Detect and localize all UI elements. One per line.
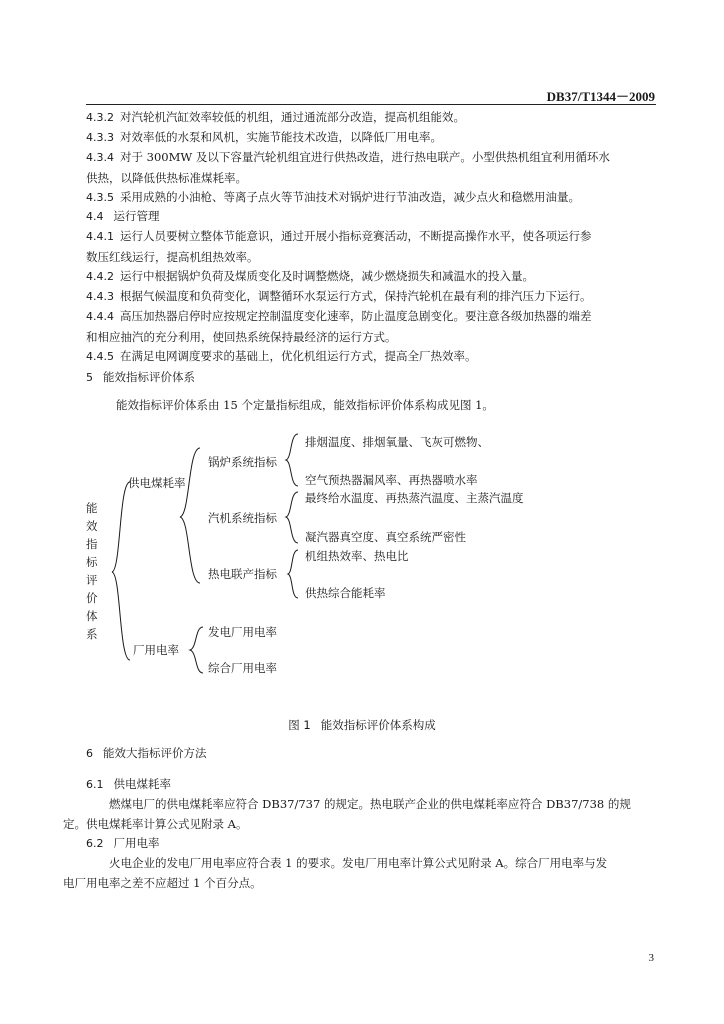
root-brace: [112, 482, 130, 660]
root-char-8: 系: [86, 627, 98, 641]
supply-brace: [180, 448, 200, 583]
page-number: 3: [648, 952, 654, 964]
clause-4-4-3: 4.4.3 根据气候温度和负荷变化，调整循环水泵运行方式，保持汽轮机在最有利的排汽压力下运行。: [86, 289, 592, 303]
clause-4-3-4: 4.3.4 对于 300MW 及以下容量汽轮机组宜进行供热改造，进行热电联产。小型供热机组宜利用循环水 供热，以降低供热标准煤耗率。: [86, 150, 610, 185]
section-6-2-text: 火电企业的发电厂用电率应符合表 1 的要求。发电厂用电率计算公式见附录 A。综合厂用电率与发 电厂用电率之差不应超过 1 个百分点。: [63, 856, 608, 890]
figure-caption: 图 1 能效指标评价体系构成: [288, 718, 436, 732]
chp-label: 热电联产指标: [208, 567, 277, 581]
clause-4-4-5: 4.4.5 在满足电网调度要求的基础上，优化机组运行方式，提高全厂热效率。: [86, 349, 477, 363]
clause-4-4-1: 4.4.1 运行人员要树立整体节能意识，通过开展小指标竞赛活动，不断提高操作水平，使各项运行参 数压红线运行，提高机组热效率。: [86, 229, 592, 264]
root-char-4: 标: [86, 555, 98, 569]
clause-4-4-2: 4.4.2 运行中根据锅炉负荷及煤质变化及时调整燃烧，减少燃烧损失和减温水的投入量。: [86, 269, 534, 283]
heading-6-1: 6.1 供电煤耗率: [86, 777, 171, 791]
heading-6: 6 能效大指标评价方法: [86, 746, 207, 760]
boiler-item-1: 排烟温度、排烟氧量、飞灰可燃物、: [305, 435, 489, 449]
clause-4-3-5: 4.3.5 采用成熟的小油枪、等离子点火等节油技术对锅炉进行节油改造，减少点火和稳燃用油量。: [86, 190, 580, 204]
turbine-item-2: 凝汽器真空度、真空系统严密性: [305, 530, 466, 544]
section-6-1-text: 燃煤电厂的供电煤耗率应符合 DB37/737 的规定。热电联产企业的供电煤耗率应符合 DB37/738 的规 定。供电煤耗率计算公式见附录 A。: [63, 797, 631, 831]
aux-item-1: 发电厂用电率: [208, 625, 277, 639]
turbine-label: 汽机系统指标: [208, 511, 277, 525]
aux-label: 厂用电率: [133, 643, 179, 657]
boiler-label: 锅炉系统指标: [208, 455, 277, 469]
turbine-brace: [286, 492, 298, 543]
heading-4-4: 4.4 运行管理: [86, 209, 160, 223]
chp-item-1: 机组热效率、热电比: [305, 549, 409, 563]
root-char-3: 指: [86, 537, 98, 551]
document-code: DB37/T1344－2009: [546, 89, 655, 104]
clause-4-3-2: 4.3.2 对汽轮机汽缸效率较低的机组，通过通流部分改造，提高机组能效。: [86, 110, 465, 124]
aux-brace: [190, 627, 203, 673]
section-5-intro: 能效指标评价体系由 15 个定量指标组成，能效指标评价体系构成见图 1。: [116, 398, 494, 412]
boiler-brace: [286, 434, 298, 486]
root-char-6: 价: [86, 591, 98, 605]
turbine-item-1: 最终给水温度、再热蒸汽温度、主蒸汽温度: [305, 491, 524, 505]
clause-4-4-4: 4.4.4 高压加热器启停时应按规定控制温度变化速率，防止温度急剧变化。要注意各级加热器的端差 和相应抽汽的充分利用，使回热系统保持最经济的运行方式。: [86, 309, 592, 344]
aux-item-2: 综合厂用电率: [208, 661, 277, 675]
root-char-5: 评: [86, 573, 98, 587]
root-char-2: 效: [86, 519, 98, 533]
chp-item-2: 供热综合能耗率: [305, 586, 386, 600]
root-char-7: 体: [86, 609, 98, 623]
heading-5: 5 能效指标评价体系: [86, 370, 195, 384]
heading-6-2: 6.2 厂用电率: [86, 836, 160, 850]
supply-label: 供电煤耗率: [128, 476, 186, 490]
chp-brace: [288, 550, 298, 598]
clause-4-3-3: 4.3.3 对效率低的水泵和风机，实施节能技术改造，以降低厂用电率。: [86, 130, 442, 144]
root-char-1: 能: [86, 501, 98, 515]
boiler-item-2: 空气预热器漏风率、再热器喷水率: [305, 473, 478, 487]
